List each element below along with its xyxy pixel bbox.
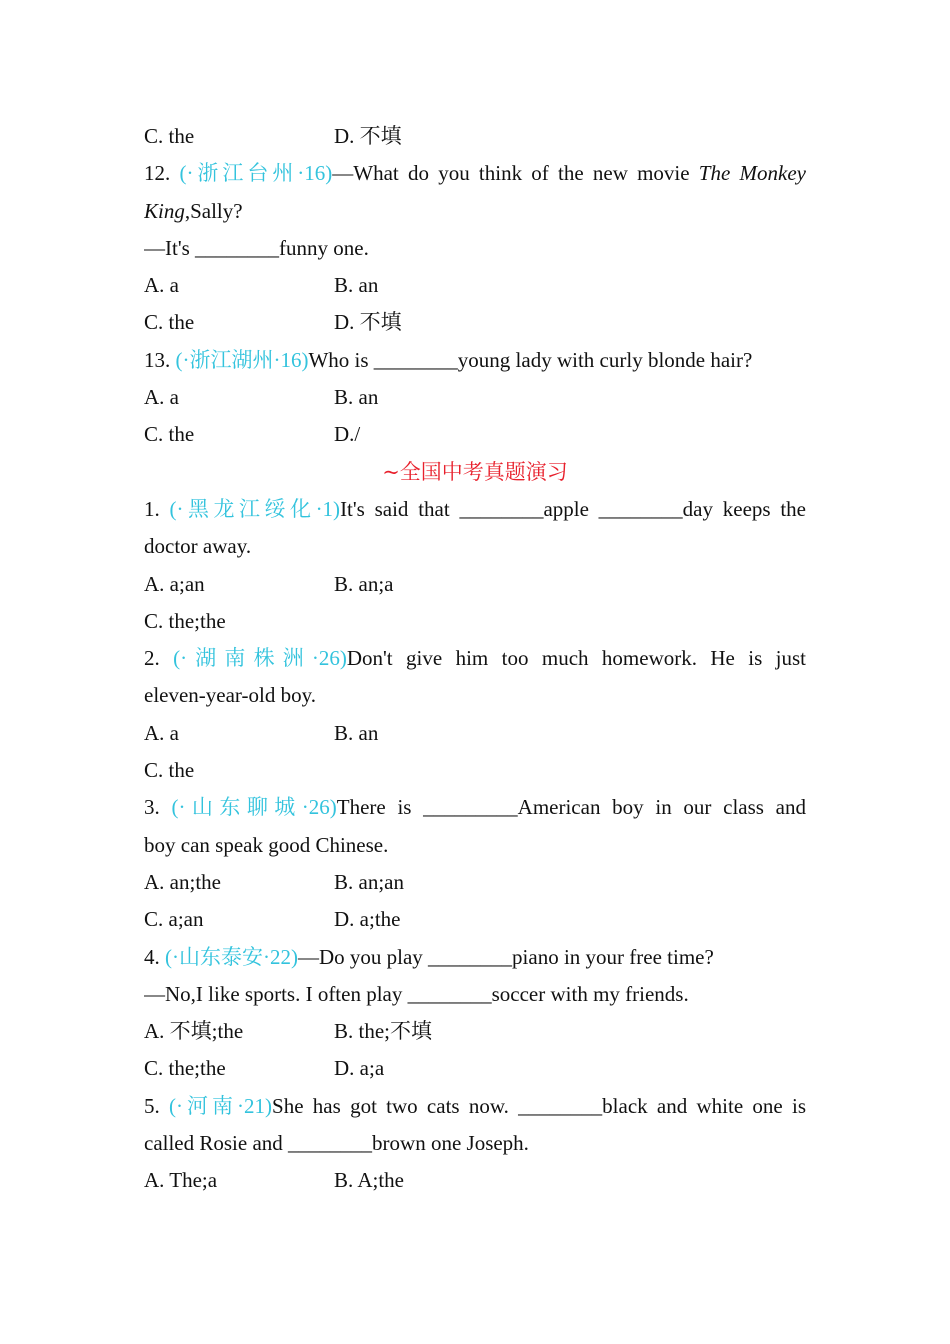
- question-text: There is _________American boy in our class and: [336, 795, 806, 820]
- option-d: D. 不填: [334, 124, 402, 148]
- option-b: B. the;不填: [334, 1019, 432, 1044]
- option-b: B. an: [334, 720, 379, 745]
- question-text-cont: boy can speak good Chinese.: [144, 832, 389, 857]
- section-heading: ~全国中考真题演习: [382, 459, 568, 484]
- option-row: [144, 603, 806, 640]
- question-text: It's said that ________apple ________day keeps the: [340, 496, 806, 521]
- question-12: [144, 155, 806, 192]
- question-source: (·浙江湖州·16): [175, 347, 309, 372]
- option-c: C. the: [144, 310, 195, 335]
- question-1: [144, 491, 806, 528]
- question-number: 2.: [144, 646, 160, 671]
- question-number: 1.: [144, 496, 160, 521]
- option-c: C. the: [144, 758, 195, 783]
- question-source: (·湖南株洲·26): [173, 646, 347, 671]
- option-b: B. an: [334, 273, 379, 298]
- movie-title-cont: King: [144, 198, 185, 223]
- option-row: [144, 416, 806, 453]
- question-number: 4.: [144, 944, 160, 969]
- question-source: (·河南·21): [169, 1093, 273, 1118]
- option-a: A. a: [144, 720, 179, 745]
- option-d: D./: [334, 422, 361, 447]
- question-3: [144, 789, 806, 826]
- option-row: [144, 901, 806, 938]
- option-row: [144, 1162, 806, 1199]
- option-row: [144, 752, 806, 789]
- question-source: (·山东聊城·26): [171, 795, 337, 820]
- question-number: 3.: [144, 795, 160, 820]
- option-row: [144, 267, 806, 304]
- document-page: [144, 118, 806, 1200]
- option-row: [144, 118, 806, 155]
- question-number: 13.: [144, 347, 171, 372]
- question-text: Who is ________young lady with curly blonde hair?: [308, 347, 753, 372]
- option-b: B. A;the: [334, 1168, 405, 1193]
- option-a: A. a: [144, 385, 179, 410]
- option-a: A. a: [144, 273, 179, 298]
- question-source: (·黑龙江绥化·1): [169, 496, 341, 521]
- question-text: She has got two cats now. ________black and white one is: [272, 1093, 806, 1118]
- option-a: A. The;a: [144, 1168, 218, 1193]
- option-row: [144, 1013, 806, 1050]
- option-c: C. the;the: [144, 608, 226, 633]
- option-a: A. an;the: [144, 869, 221, 894]
- option-d: D. a;a: [334, 1056, 385, 1081]
- option-b: B. an;an: [334, 869, 404, 894]
- question-2: [144, 640, 806, 677]
- option-row: [144, 1050, 806, 1087]
- option-b: B. an;a: [334, 571, 394, 596]
- option-row: [144, 379, 806, 416]
- question-source: (·山东泰安·22): [165, 944, 298, 969]
- question-text-cont: ,Sally?: [184, 198, 243, 223]
- question-text: —What do you think of the new movie: [332, 161, 699, 186]
- movie-title: The Monkey: [698, 161, 806, 186]
- option-c: C. a;an: [144, 907, 204, 932]
- option-c: C. the: [144, 124, 195, 148]
- option-row: [144, 304, 806, 341]
- question-text-cont: called Rosie and ________brown one Joseph.: [144, 1131, 529, 1156]
- question-text-cont: doctor away.: [144, 534, 252, 559]
- option-d: D. 不填: [334, 310, 402, 335]
- option-d: D. a;the: [334, 907, 401, 932]
- question-5: [144, 1088, 806, 1125]
- option-row: [144, 715, 806, 752]
- option-row: [144, 566, 806, 603]
- question-12-cont: [144, 193, 806, 230]
- option-c: C. the;the: [144, 1056, 226, 1081]
- question-source: (·浙江台州·16): [179, 161, 333, 186]
- option-row: [144, 864, 806, 901]
- option-a: A. a;an: [144, 571, 205, 596]
- dialog-line: —No,I like sports. I often play ________soccer with my friends.: [144, 981, 689, 1006]
- dialog-line: —It's ________funny one.: [144, 235, 369, 260]
- question-text: —Do you play ________piano in your free time?: [297, 944, 714, 969]
- question-4: [144, 939, 806, 976]
- question-number: 12.: [144, 161, 171, 186]
- option-a: A. 不填;the: [144, 1019, 244, 1044]
- option-b: B. an: [334, 385, 379, 410]
- option-c: C. the: [144, 422, 195, 447]
- question-number: 5.: [144, 1093, 160, 1118]
- question-text: Don't give him too much homework. He is just: [346, 646, 806, 671]
- question-text-cont: eleven-year-old boy.: [144, 683, 316, 708]
- question-13: [144, 342, 806, 379]
